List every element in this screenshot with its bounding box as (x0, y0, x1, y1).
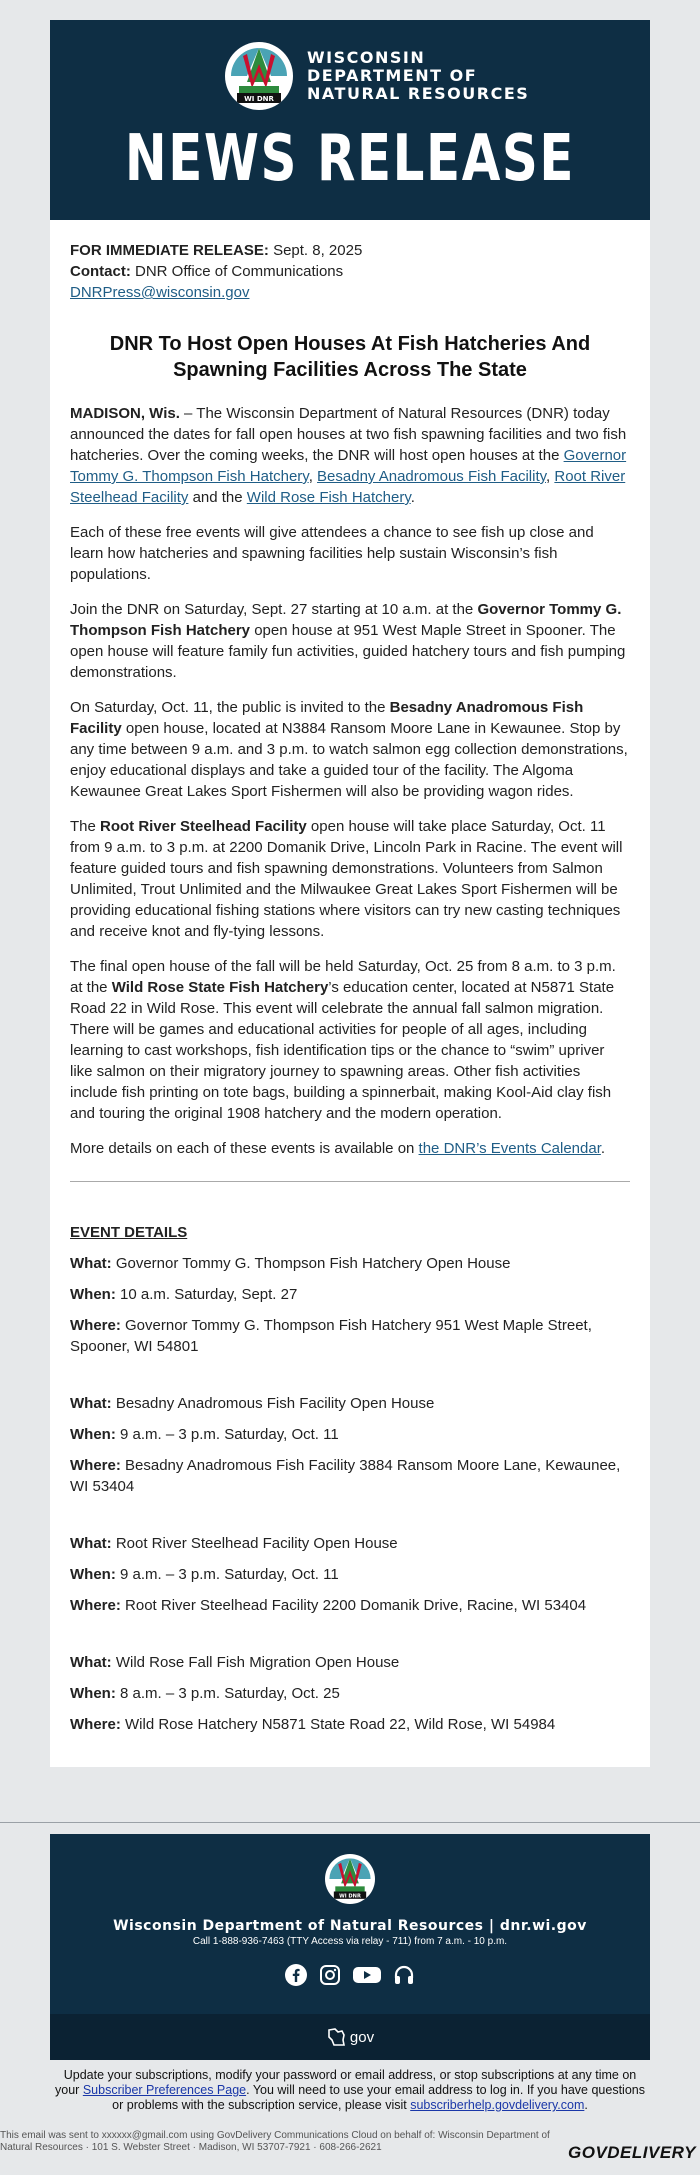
press-email-link[interactable]: DNRPress@wisconsin.gov (70, 284, 250, 301)
agency-line-1: WISCONSIN (307, 48, 426, 67)
news-release-card (50, 20, 650, 1767)
subscriber-preferences-link[interactable]: Subscriber Preferences Page (82, 2083, 247, 2097)
event-what: Root River Steelhead Facility Open House (115, 1535, 398, 1552)
govdelivery-wordmark: GOVDELIVERY (568, 2143, 696, 2162)
bold-facility: Root River Steelhead Facility (100, 818, 307, 835)
intro-text: – The Wisconsin Department of Natural Resources (DNR) today announced the dates for fall open houses at two fish spawning facilities and two fish hatcheries. Over the coming weeks, the DNR will host open houses at the (70, 405, 627, 464)
paragraph-4 (70, 697, 630, 802)
event-details-heading: EVENT DETAILS (70, 1224, 188, 1241)
footer (50, 1834, 650, 2060)
event-block (70, 1652, 630, 1735)
text: open house at 951 West Maple Street in Spooner. The open house will feature family fun activities, guided hatchery tours and fish pumping demonstrations. (70, 622, 626, 681)
agency-line-2: DEPARTMENT OF (307, 66, 478, 85)
text: . You will need to use your email address to log in. If you have questions or problems with the subscription service, please visit (112, 2083, 645, 2112)
paragraph-3 (70, 599, 630, 683)
page-divider (0, 1822, 700, 1823)
link-thompson-hatchery[interactable]: Governor Tommy G. Thompson Fish Hatchery (70, 447, 627, 485)
footer-dnr-logo-icon[interactable] (325, 1854, 375, 1904)
header-banner (50, 20, 650, 220)
link-besadny-facility[interactable]: Besadny Anadromous Fish Facility (317, 468, 547, 485)
separator: and the (188, 489, 247, 506)
instagram-icon[interactable] (318, 1963, 342, 1987)
event-when: 8 a.m. – 3 p.m. Saturday, Oct. 25 (120, 1685, 340, 1702)
when-label: When: (70, 1286, 116, 1303)
intro-paragraph (70, 403, 630, 508)
wisconsin-state-icon (326, 2026, 348, 2048)
release-title: DNR To Host Open Houses At Fish Hatcheries And Spawning Facilities Across The State (109, 333, 591, 381)
text: open house will take place Saturday, Oct. 11 from 9 a.m. to 3 p.m. at 2200 Domanik Drive, Lincoln Park in Racine. The event will feature guided tours and fish spawning demonstrations. Volunteers from Salmon Unlimited, Trout Unlimited and the Milwaukee Great Lakes Sport Fishermen will be providing educational fishing stations where visitors can try new casting techniques and receive knot and fly-tying lessons. (70, 818, 623, 940)
event-where: Wild Rose Hatchery N5871 State Road 22, Wild Rose, WI 54984 (125, 1716, 556, 1733)
paragraph-2: Each of these free events will give attendees a chance to see fish up close and learn how hatcheries and spawning facilities help sustain Wisconsin’s fish populations. (70, 524, 594, 583)
bold-facility: Wild Rose State Fish Hatchery (111, 979, 329, 996)
subscriber-help-link[interactable]: subscriberhelp.govdelivery.com (410, 2098, 585, 2112)
event-what: Besadny Anadromous Fish Facility Open House (115, 1395, 435, 1412)
where-label: Where: (70, 1317, 121, 1334)
release-date: Sept. 8, 2025 (273, 242, 363, 259)
section-divider (70, 1181, 630, 1182)
agency-name (307, 49, 529, 103)
wi-gov-text: gov (349, 2028, 375, 2046)
news-release-heading: NEWS RELEASE (124, 122, 576, 196)
event-what: Wild Rose Fall Fish Migration Open House (115, 1654, 400, 1671)
event-when: 9 a.m. – 3 p.m. Saturday, Oct. 11 (120, 1566, 339, 1583)
text: ’s education center, located at N5871 State Road 22 in Wild Rose. This event will celebrate the annual fall salmon migration. There will be games and educational activities for people of all ages, including learning to cast workshops, fish identification tips or the chance to “swim” upriver like salmon on their migratory journey to spawning areas. Other fish activities include fish printing on tote bags, building a spinnerbait, making Kool-Aid clay fish and touring the original 1908 hatchery and the modern operation. (70, 979, 615, 1122)
bold-facility: Besadny Anadromous Fish Facility (70, 699, 584, 737)
text: The final open house of the fall will be held Saturday, Oct. 25 from 8 a.m. to 3 p.m. at the (70, 958, 616, 996)
event-where: Besadny Anadromous Fish Facility 3884 Ransom Moore Lane, Kewaunee, WI 53404 (70, 1457, 621, 1495)
event-when: 10 a.m. Saturday, Sept. 27 (120, 1286, 298, 1303)
dateline: MADISON, Wis. (70, 405, 180, 422)
logo-wordmark: WI DNR (244, 95, 274, 103)
text: Update your subscriptions, modify your password or email address, or stop subscriptions at any time on your (55, 2068, 637, 2097)
text: More details on each of these events is available on (70, 1140, 419, 1157)
separator: , (546, 468, 555, 485)
agency-line-3: NATURAL RESOURCES (307, 84, 530, 103)
what-label: What: (70, 1654, 112, 1671)
govdelivery-logo[interactable] (568, 2143, 696, 2163)
contact-value: DNR Office of Communications (135, 263, 344, 280)
text: On Saturday, Oct. 11, the public is invited to the (70, 699, 390, 716)
bold-facility: Governor Tommy G. Thompson Fish Hatchery (70, 601, 622, 639)
what-label: What: (70, 1395, 112, 1412)
youtube-icon[interactable] (352, 1963, 382, 1987)
text: The (70, 818, 101, 835)
when-label: When: (70, 1685, 116, 1702)
what-label: What: (70, 1535, 112, 1552)
link-root-river-facility[interactable]: Root River Steelhead Facility (70, 468, 626, 506)
dnr-logo-icon (225, 42, 293, 110)
dnr-logo-lockup[interactable] (225, 42, 529, 110)
release-label: FOR IMMEDIATE RELEASE: (70, 242, 269, 259)
paragraph-6 (70, 956, 630, 1124)
period: . (410, 489, 415, 506)
podcast-icon[interactable] (392, 1963, 416, 1987)
paragraph-7 (70, 1138, 630, 1159)
footer-logo-wordmark: WI DNR (339, 1893, 361, 1900)
where-label: Where: (70, 1457, 121, 1474)
facebook-icon[interactable] (284, 1963, 308, 1987)
event-what: Governor Tommy G. Thompson Fish Hatchery Open House (115, 1255, 511, 1272)
event-block (70, 1533, 630, 1616)
subscription-notice (50, 2068, 650, 2113)
link-wild-rose-hatchery[interactable]: Wild Rose Fish Hatchery (246, 489, 411, 506)
release-body (50, 220, 650, 1767)
paragraph-5 (70, 816, 630, 942)
period: . (584, 2098, 588, 2112)
events-calendar-link[interactable]: the DNR’s Events Calendar (418, 1140, 601, 1157)
event-where: Governor Tommy G. Thompson Fish Hatchery 951 West Maple Street, Spooner, WI 54801 (70, 1317, 592, 1355)
event-when: 9 a.m. – 3 p.m. Saturday, Oct. 11 (120, 1426, 339, 1443)
contact-label: Contact: (70, 263, 131, 280)
footer-agency-name: Wisconsin Department of Natural Resources | dnr.wi.gov (113, 1918, 587, 1934)
social-links (50, 1963, 650, 1987)
separator: , (308, 468, 318, 485)
text: open house, located at N3884 Ransom Moore Lane in Kewaunee. Stop by any time between 9 a.m. and 3 p.m. to watch salmon egg collection demonstrations, enjoy educational displays and take a guided tour of the facility. The Algoma Kewaunee Great Lakes Sport Fishermen will also be providing wagon rides. (70, 720, 628, 800)
what-label: What: (70, 1255, 112, 1272)
release-meta (70, 240, 630, 303)
wi-gov-badge[interactable] (50, 2014, 650, 2060)
where-label: Where: (70, 1597, 121, 1614)
event-block (70, 1253, 630, 1357)
event-where: Root River Steelhead Facility 2200 Domanik Drive, Racine, WI 53404 (125, 1597, 587, 1614)
text: Join the DNR on Saturday, Sept. 27 starting at 10 a.m. at the (70, 601, 478, 618)
footer-call-info: Call 1-888-936-7463 (TTY Access via relay - 711) from 7 a.m. - 10 p.m. (192, 1936, 508, 1947)
legal-footer-text: This email was sent to xxxxxx@gmail.com using GovDelivery Communications Cloud on behalf of: Wisconsin Department of Natural Resources · 101 S. Webster Street · Madison, WI 53707-7921 · 608-266-2621 (0, 2130, 550, 2153)
when-label: When: (70, 1426, 116, 1443)
when-label: When: (70, 1566, 116, 1583)
period: . (600, 1140, 606, 1157)
where-label: Where: (70, 1716, 121, 1733)
event-block (70, 1393, 630, 1497)
